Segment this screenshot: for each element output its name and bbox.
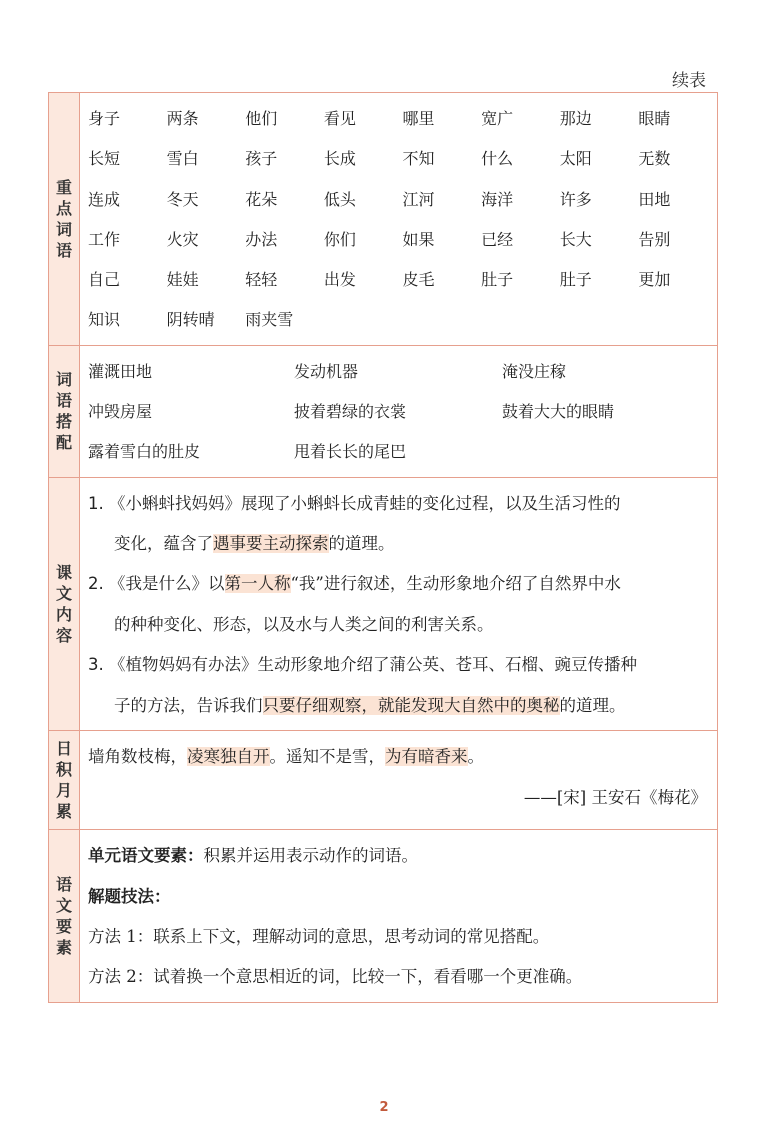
- collocations-cell: [80, 345, 718, 477]
- item1-line2: [88, 524, 707, 564]
- key-word: 低头: [323, 189, 356, 209]
- language-elements-label-cell: [49, 830, 80, 1003]
- collocations-label-cell: [49, 345, 80, 477]
- study-table: [48, 92, 718, 1003]
- key-word: 娃娃: [166, 270, 199, 290]
- key-word: 他们: [245, 109, 278, 128]
- page-number: 2: [379, 1100, 389, 1115]
- text-content-label: 课文内容: [55, 562, 72, 645]
- key-word: 长短: [88, 149, 121, 169]
- collocations-row: [49, 345, 718, 477]
- item2-number: 2.: [88, 574, 104, 594]
- poem-highlight-2: 为有暗香来: [385, 747, 468, 767]
- key-words-label: 重点词语: [55, 177, 72, 260]
- collocation-item: 鼓着大大的眼睛: [502, 402, 615, 422]
- poem-line: [88, 737, 707, 777]
- key-word: 海洋: [481, 189, 514, 209]
- key-word: 阴转晴: [166, 310, 215, 330]
- collocations-label: 词语搭配: [55, 370, 72, 453]
- key-word: 肚子: [481, 270, 514, 290]
- key-word: 孩子: [245, 149, 278, 169]
- unit-element-text: 积累并运用表示动作的词语。: [203, 846, 418, 866]
- key-word: 什么: [481, 149, 514, 169]
- key-word: 宽广: [481, 109, 514, 128]
- text-content-cell: [80, 477, 718, 730]
- key-word: 冬天: [166, 189, 199, 209]
- key-word: 哪里: [402, 109, 435, 128]
- language-elements-row: [49, 830, 718, 1003]
- key-word: 工作: [88, 229, 121, 249]
- key-word: 无数: [638, 149, 671, 169]
- daily-accumulation-label-cell: [49, 731, 80, 830]
- collocation-item: 发动机器: [294, 361, 359, 381]
- language-elements-body: [80, 830, 717, 1002]
- key-words-grid: [80, 93, 717, 345]
- poem-attribution: ——[宋] 王安石《梅花》: [523, 787, 707, 807]
- item1-text-a: 《小蝌蚪找妈妈》展现了小蝌蚪长成青蛙的变化过程，以及生活习性的: [109, 493, 621, 513]
- key-words-cell: [80, 93, 718, 346]
- key-word: 雪白: [166, 149, 199, 169]
- key-word: 皮毛: [402, 270, 435, 290]
- key-word: 许多: [559, 189, 592, 209]
- key-word: 不知: [402, 149, 435, 169]
- unit-element-heading: 单元语文要素：: [88, 846, 204, 866]
- key-words-row: [49, 93, 718, 346]
- collocation-item: 灌溉田地: [88, 361, 153, 381]
- item3-text-b: 子的方法，告诉我们: [114, 695, 263, 715]
- item2-line2: [88, 605, 707, 645]
- item1-highlight: 遇事要主动探索: [213, 534, 329, 554]
- text-content-body: [80, 478, 717, 730]
- key-word: 知识: [88, 310, 121, 330]
- daily-accumulation-body: [80, 731, 717, 822]
- key-word: 你们: [323, 229, 356, 249]
- key-word: 太阳: [559, 149, 592, 169]
- key-word: 告别: [638, 229, 671, 249]
- item2-text-b: “我”进行叙述，生动形象地介绍了自然界中水: [290, 574, 621, 594]
- key-word: 江河: [402, 189, 435, 209]
- daily-accumulation-label: 日积月累: [55, 739, 72, 822]
- item3-line2: [88, 686, 707, 726]
- poem-part-a: 墙角数枝梅，: [88, 747, 187, 767]
- item2-text-c: 的种种变化、形态，以及水与人类之间的利害关系。: [114, 614, 494, 634]
- daily-accumulation-cell: [80, 731, 718, 830]
- key-word: 看见: [323, 109, 356, 128]
- key-word: 长成: [323, 149, 356, 169]
- language-elements-label: 语文要素: [55, 874, 72, 957]
- key-words-label-cell: [49, 93, 80, 346]
- item1-number: 1.: [88, 493, 104, 513]
- unit-element-line: [88, 836, 707, 876]
- collocation-item: 淹没庄稼: [502, 361, 567, 381]
- collocation-item: 露着雪白的肚皮: [88, 442, 201, 462]
- key-word: 眼睛: [638, 109, 671, 128]
- item1-text-c: 的道理。: [328, 534, 395, 554]
- key-word: 已经: [481, 229, 514, 249]
- key-word: 花朵: [245, 189, 278, 209]
- method-2: 方法 2：试着换一个意思相近的词，比较一下，看看哪一个更准确。: [88, 967, 583, 987]
- poem-part-b: 。遥知不是雪，: [269, 747, 385, 767]
- item3-line1: [88, 645, 707, 685]
- key-word: 肚子: [559, 270, 592, 290]
- continued-label: 续表: [672, 71, 706, 91]
- poem-part-c: 。: [467, 747, 484, 767]
- item3-text-a: 《植物妈妈有办法》生动形象地介绍了蒲公英、苍耳、石榴、豌豆传播种: [109, 655, 637, 675]
- key-word: 火灾: [166, 229, 199, 249]
- daily-accumulation-row: [49, 731, 718, 830]
- key-word: 雨夹雪: [245, 310, 294, 330]
- poem-highlight-1: 凌寒独自开: [187, 747, 270, 767]
- key-word: 如果: [402, 229, 435, 249]
- collocation-item: 披着碧绿的衣裳: [294, 402, 407, 422]
- key-word: 两条: [166, 109, 199, 128]
- key-word: 自己: [88, 270, 121, 290]
- collocations-grid: [80, 346, 717, 477]
- key-word: 田地: [638, 189, 671, 209]
- key-word: 长大: [559, 229, 592, 249]
- key-word: 那边: [559, 109, 592, 128]
- item3-highlight: 只要仔细观察，就能发现大自然中的奥秘: [262, 695, 560, 715]
- key-word: 连成: [88, 189, 121, 209]
- item2-text-a: 《我是什么》以: [109, 574, 225, 594]
- collocation-item: 甩着长长的尾巴: [294, 442, 407, 462]
- key-word: 更加: [638, 270, 671, 290]
- item3-number: 3.: [88, 655, 104, 675]
- item1-text-b: 变化，蕴含了: [114, 534, 213, 554]
- key-word: 轻轻: [245, 270, 278, 290]
- language-elements-cell: [80, 830, 718, 1003]
- key-word: 出发: [323, 270, 356, 290]
- text-content-row: [49, 477, 718, 730]
- item1-line1: [88, 484, 707, 524]
- method-1: 方法 1：联系上下文，理解动词的意思，思考动词的常见搭配。: [88, 926, 550, 946]
- technique-heading: 解题技法：: [88, 886, 171, 906]
- item2-highlight: 第一人称: [224, 574, 291, 594]
- collocation-item: 冲毁房屋: [88, 402, 153, 422]
- key-word: 办法: [245, 229, 278, 249]
- text-content-label-cell: [49, 477, 80, 730]
- item2-line1: [88, 564, 707, 604]
- item3-text-c: 的道理。: [559, 695, 626, 715]
- key-word: 身子: [88, 109, 121, 128]
